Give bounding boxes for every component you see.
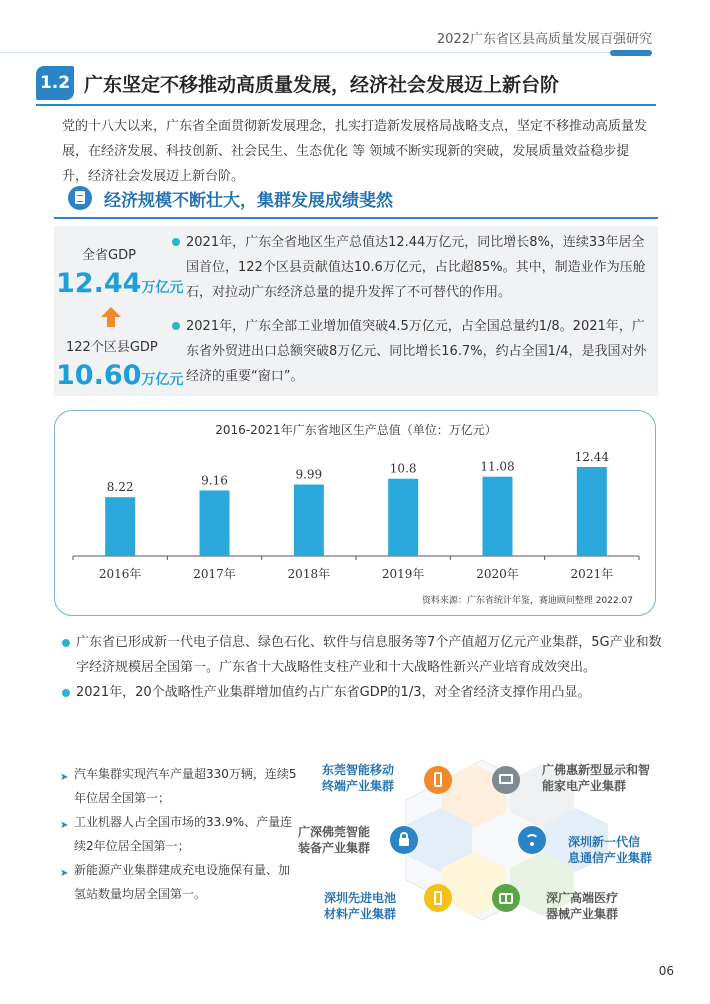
province-gdp-value — [56, 268, 183, 299]
industry-cluster-diagram — [296, 754, 668, 924]
province-gdp-number: 12.44 — [56, 268, 142, 299]
cluster-label-line: 终端产业集群 — [322, 779, 395, 793]
x-axis-tick-label: 2018年 — [287, 567, 331, 581]
bar-value-label: 9.99 — [295, 467, 323, 482]
cluster-label-shenzhen-ict — [568, 834, 652, 866]
achievement-3: 新能源产业集群建成充电设施保有量、加氢站数量均居全国第一。 — [74, 863, 291, 901]
achievement-1: 汽车集群实现汽车产量超330万辆，连续5年位居全国第一； — [74, 767, 297, 805]
subsection-underline — [54, 217, 658, 219]
county-gdp-unit: 万亿元 — [141, 372, 184, 388]
cluster-bullet-list — [62, 630, 662, 705]
cluster-label-line: 东莞智能移动 — [322, 763, 395, 777]
cluster-label-medical-devices — [546, 890, 618, 922]
bar-2016年 — [105, 497, 135, 556]
list-item — [60, 858, 300, 906]
gdp-bar-chart — [55, 441, 657, 591]
bullet-dot — [62, 639, 70, 647]
wifi-icon — [518, 826, 546, 854]
mobile-phone-icon — [424, 766, 452, 794]
county-gdp-number: 10.60 — [56, 360, 142, 391]
cluster-label-line: 材料产业集群 — [324, 907, 397, 921]
gdp-bullet-2: 2021年，广东全部工业增加值突破4.5万亿元，占全国总量约1/8。2021年，广东省外贸进出口总额突破8万亿元、同比增长16.7%，约占全国1/4，是我国对外经济的重要“窗口”。 — [186, 319, 647, 384]
cluster-label-line: 息通信产业集群 — [568, 851, 653, 865]
bar-value-label: 12.44 — [574, 450, 610, 465]
section-underline — [36, 104, 656, 106]
bar-value-label: 11.08 — [480, 459, 515, 474]
cluster-label-line: 深广高端医疗 — [546, 891, 619, 905]
province-gdp-unit: 万亿元 — [141, 280, 184, 296]
bar-2017年 — [200, 490, 230, 556]
header-rule — [0, 52, 612, 53]
gdp-chart-panel — [54, 410, 656, 616]
up-arrow-icon — [100, 306, 122, 328]
cluster-label-line: 广深佛莞智能 — [298, 825, 371, 839]
chevron-right-icon: ➤ — [60, 868, 69, 879]
x-axis-tick-label: 2019年 — [381, 567, 425, 581]
cluster-label-guangfohui-display — [542, 762, 650, 794]
x-axis-tick-label: 2017年 — [193, 567, 236, 581]
x-axis-tick-label: 2016年 — [98, 567, 142, 581]
cluster-label-dongguan-mobile — [322, 762, 394, 794]
bullet-dot — [172, 238, 180, 246]
medical-kit-icon — [492, 884, 520, 912]
section-intro-paragraph: 党的十八大以来，广东省全面贯彻新发展理念，扎实打造新发展格局战略支点，坚定不移推动高质量发展，在经济发展、科技创新、社会民生、生态优化 等 领域不断实现新的突破，发展质量效益稳步提升，经济社会发展迈上新台阶。 — [62, 119, 648, 184]
achievement-2: 工业机器人占全国市场的33.9%、产量连续2年位居全国第一； — [74, 815, 293, 853]
running-header-title: 2022广东省区县高质量发展百强研究 — [436, 32, 652, 47]
list-item — [62, 630, 662, 680]
cluster-label-line: 器械产业集群 — [546, 907, 619, 921]
cluster-label-line: 装备产业集群 — [298, 841, 371, 855]
section-number-badge: 1.2 — [36, 66, 74, 100]
bullet-dot — [62, 689, 70, 697]
monitor-icon — [492, 766, 520, 794]
cluster-label-shenzhen-battery — [324, 890, 396, 922]
bar-value-label: 10.8 — [389, 461, 417, 476]
bar-2019年 — [388, 479, 418, 556]
document-icon — [68, 186, 92, 210]
x-axis-tick-label: 2021年 — [570, 567, 614, 581]
cluster-label-smart-equipment — [298, 824, 370, 856]
bar-2018年 — [294, 485, 324, 556]
chart-source-note: 资料来源：广东省统计年鉴，赛迪顾问整理 2022.07 — [421, 596, 633, 606]
cluster-label-line: 广佛惠新型显示和智 — [542, 763, 651, 777]
page-number: 06 — [658, 964, 674, 978]
lock-icon — [390, 826, 418, 854]
bar-2021年 — [577, 467, 607, 556]
bar-value-label: 8.22 — [106, 480, 134, 495]
achievement-list — [60, 762, 300, 906]
county-gdp-value — [56, 360, 183, 391]
bar-value-label: 9.16 — [201, 473, 228, 488]
chevron-right-icon: ➤ — [60, 772, 69, 783]
header-accent-bar — [610, 50, 652, 56]
bar-2020年 — [483, 477, 513, 556]
bullet-dot — [172, 322, 180, 330]
list-item — [60, 810, 300, 858]
list-item — [60, 762, 300, 810]
cluster-bullet-1: 广东省已形成新一代电子信息、绿色石化、软件与信息服务等7个产值超万亿元产业集群，5G产业和数字经济规模居全国第一。广东省十大战略性支柱产业和十大战略性新兴产业培育成效突出。 — [76, 635, 662, 675]
gdp-bullet-1: 2021年，广东全省地区生产总值达12.44万亿元，同比增长8%，连续33年居全国首位，122个区县贡献值达10.6万亿元，占比超85%。其中，制造业作为压舱石，对拉动广东经济总量的提升发挥了不可替代的作用。 — [186, 235, 646, 300]
subsection-title: 经济规模不断壮大，集群发展成绩斐然 — [104, 191, 393, 211]
section-title: 广东坚定不移推动高质量发展，经济社会发展迈上新台阶 — [84, 74, 560, 96]
chart-title: 2016-2021年广东省地区生产总值（单位：万亿元） — [215, 423, 497, 437]
x-axis-tick-label: 2020年 — [476, 567, 519, 581]
county-gdp-label: 122个区县GDP — [66, 340, 158, 355]
province-gdp-label: 全省GDP — [82, 248, 136, 263]
battery-icon — [424, 884, 452, 912]
cluster-label-line: 能家电产业集群 — [542, 779, 627, 793]
cluster-label-line: 深圳先进电池 — [324, 891, 397, 905]
cluster-bullet-2: 2021年，20个战略性产业集群增加值约占广东省GDP的1/3，对全省经济支撑作用凸显。 — [76, 685, 591, 700]
chevron-right-icon: ➤ — [60, 820, 69, 831]
list-item — [62, 680, 662, 705]
cluster-label-line: 深圳新一代信 — [568, 835, 641, 849]
